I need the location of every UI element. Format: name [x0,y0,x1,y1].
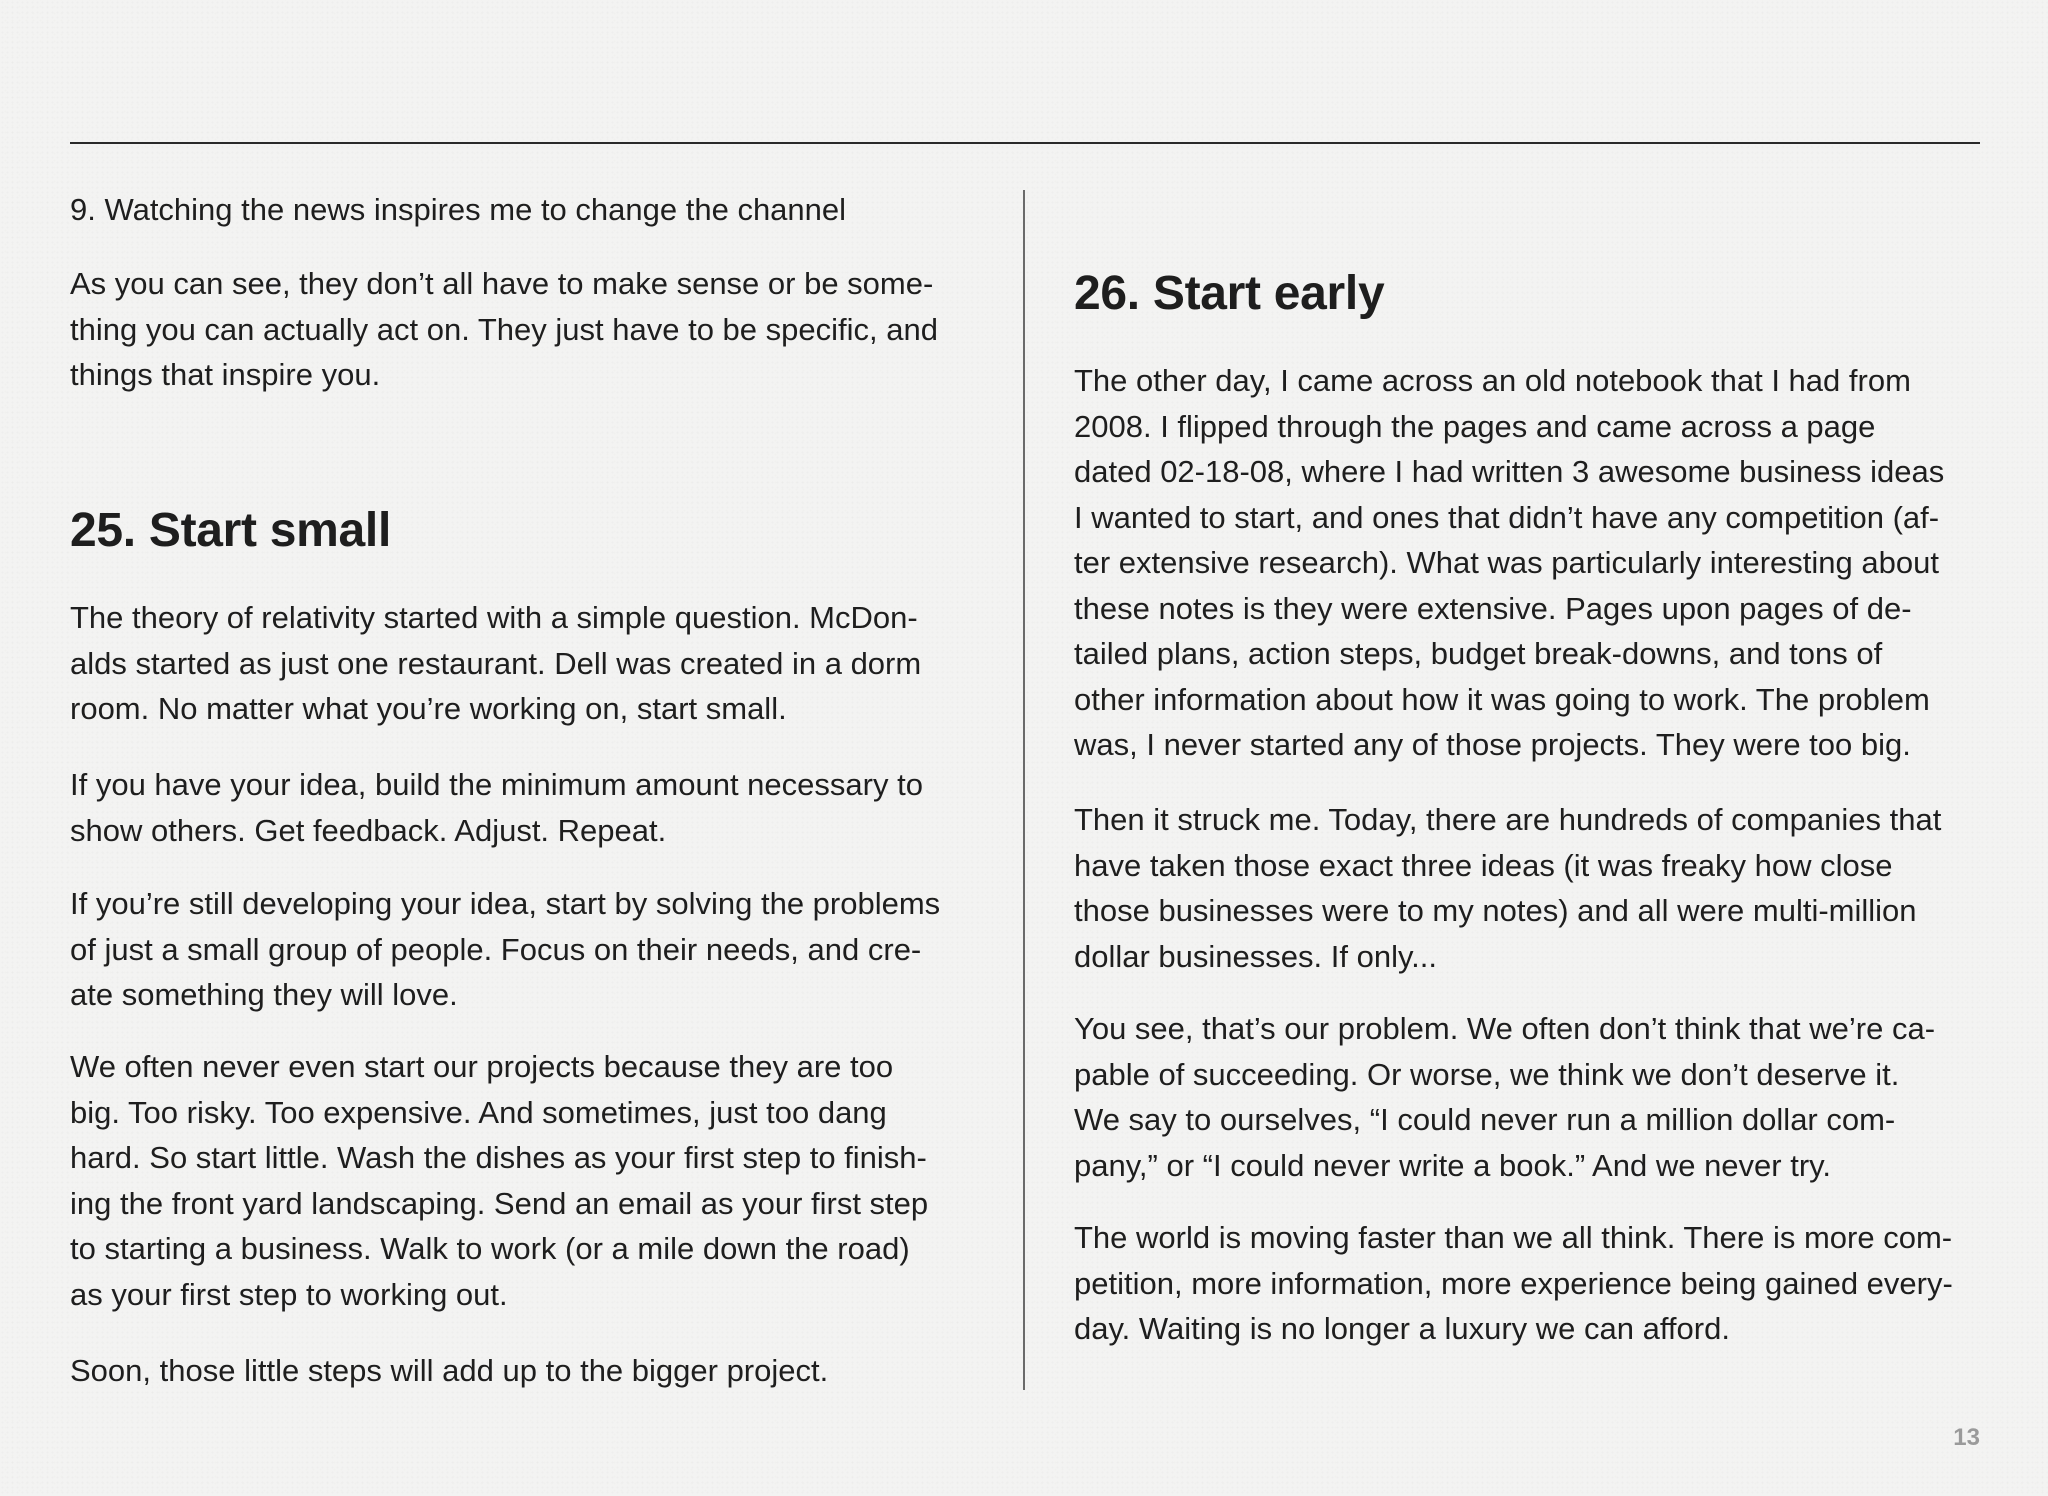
text-line: We say to ourselves, “I could never run a million dollar com- [1074,1102,1896,1137]
column-divider [1023,190,1025,1390]
text-line: tailed plans, action steps, budget break-downs, and tons of [1074,636,1883,671]
text-line: petition, more information, more experience being gained every- [1074,1265,1953,1301]
text-line: things that inspire you. [70,357,381,392]
text-line: have taken those exact three ideas (it was freaky how close [1074,847,1893,883]
text-line: As you can see, they don’t all have to make sense or be some- [70,266,934,301]
text-line: ate something they will love. [70,977,458,1012]
text-line: other information about how it was going to work. The problem [1074,681,1930,717]
text-line: alds started as just one restaurant. Dell was created in a dorm [70,645,922,681]
text-line: The other day, I came across an old notebook that I had from [1074,363,1911,398]
start-small-paragraph-5 [70,1348,980,1394]
list-item-9 [70,187,980,233]
text-line: ter extensive research). What was particularly interesting about [1074,545,1939,580]
text-line: The world is moving faster than we all think. There is more com- [1074,1220,1953,1255]
text-line: If you have your idea, build the minimum amount necessary to [70,767,923,802]
start-early-paragraph-2 [1074,797,1984,979]
text-line: was, I never started any of those projects. They were too big. [1074,727,1911,762]
text-line: I wanted to start, and ones that didn’t have any competition (af- [1074,499,1940,535]
text-line: Soon, those little steps will add up to the bigger project. [70,1353,829,1388]
section-heading-start-small: 25. Start small [70,504,392,557]
text-line: to starting a business. Walk to work (or a mile down the road) [70,1231,910,1266]
text-line: 2008. I flipped through the pages and came across a page [1074,408,1876,444]
start-early-paragraph-4 [1074,1215,1984,1352]
text-line: these notes is they were extensive. Pages upon pages of de- [1074,590,1912,626]
text-line: The theory of relativity started with a simple question. McDon- [70,600,918,635]
text-line: big. Too risky. Too expensive. And sometimes, just too dang [70,1094,887,1130]
text-line: as your first step to working out. [70,1276,508,1312]
text-line: You see, that’s our problem. We often don’t think that we’re ca- [1074,1011,1936,1046]
text-line: of just a small group of people. Focus on their needs, and cre- [70,931,922,967]
text-line: pany,” or “I could never write a book.” And we never try. [1074,1147,1831,1183]
text-line: We often never even start our projects because they are too [70,1049,894,1084]
text-line: those businesses were to my notes) and all were multi-million [1074,893,1917,928]
text-line: ing the front yard landscaping. Send an email as your first step [70,1185,929,1221]
start-small-paragraph-3 [70,881,980,1018]
text-line: dollar businesses. If only... [1074,938,1437,974]
text-line: thing you can actually act on. They just have to be specific, and [70,311,938,347]
section-heading-start-early: 26. Start early [1074,267,1385,320]
start-small-paragraph-4 [70,1044,980,1317]
start-small-paragraph-2 [70,762,980,853]
text-line: If you’re still developing your idea, start by solving the problems [70,886,941,921]
text-line: hard. So start little. Wash the dishes as your first step to finish- [70,1140,927,1175]
text-line: room. No matter what you’re working on, start small. [70,691,787,726]
text-line: pable of succeeding. Or worse, we think we don’t deserve it. [1074,1056,1900,1092]
intro-paragraph [70,261,980,398]
text-line: 9. Watching the news inspires me to change the channel [70,192,847,227]
start-early-paragraph-3 [1074,1006,1984,1188]
text-line: day. Waiting is no longer a luxury we can afford. [1074,1311,1730,1346]
header-rule [70,142,1980,144]
start-early-paragraph-1 [1074,358,1984,768]
text-line: dated 02-18-08, where I had written 3 awesome business ideas [1074,454,1945,489]
start-small-paragraph-1 [70,595,980,732]
page-number: 13 [1953,1424,1980,1451]
text-line: Then it struck me. Today, there are hundreds of companies that [1074,802,1942,837]
text-line: show others. Get feedback. Adjust. Repeat. [70,812,667,848]
